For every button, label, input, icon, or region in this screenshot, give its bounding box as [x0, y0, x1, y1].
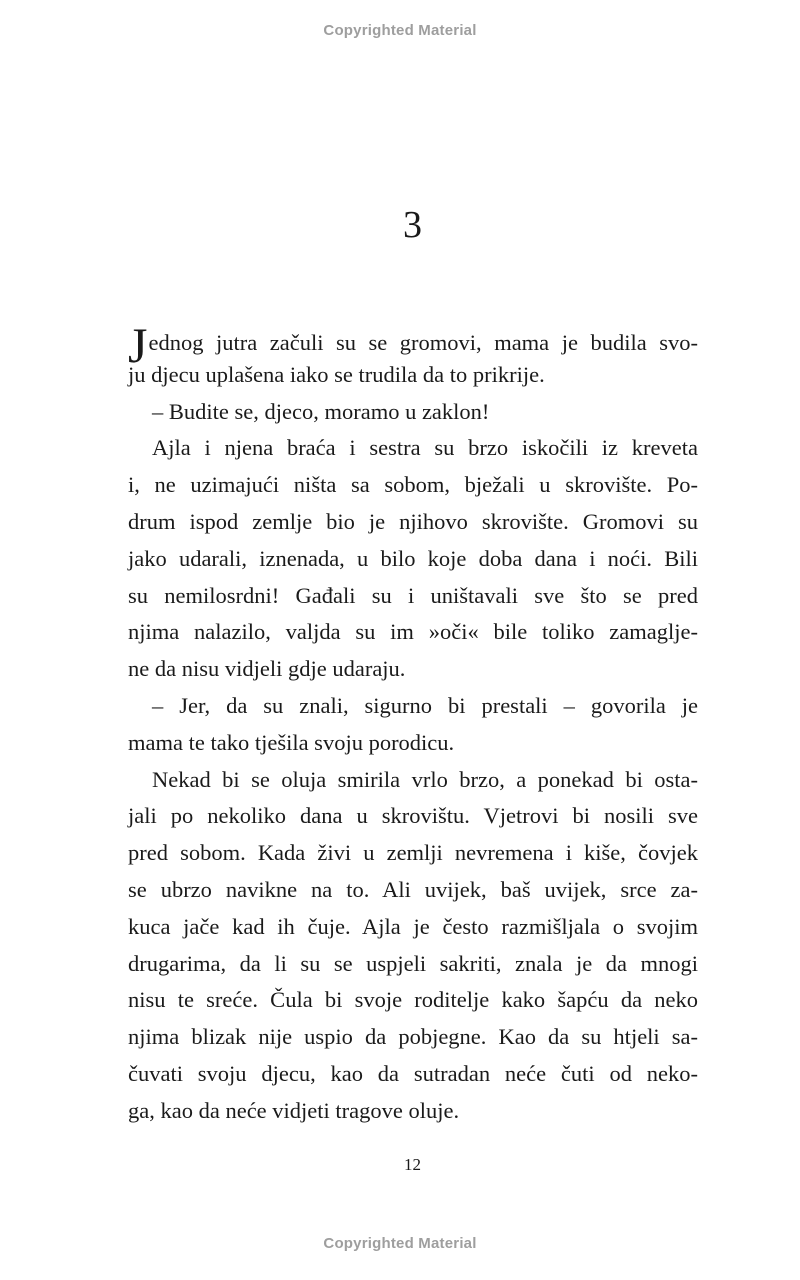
text-line: – Jer, da su znali, sigurno bi prestali – govorila je	[152, 692, 698, 718]
text-line: ju djecu uplašena iako se trudila da to prikrije.	[128, 361, 545, 387]
text-line: Nekad bi se oluja smirila vrlo brzo, a ponekad bi osta-	[152, 766, 698, 792]
text-line: nisu te sreće. Čula bi svoje roditelje kako šapću da neko	[128, 987, 698, 1013]
drop-cap: J	[128, 317, 148, 373]
text-line: pred sobom. Kada živi u zemlji nevremena i kiše, čovjek	[128, 840, 698, 866]
text-line: njima blizak nije uspio da pobjegne. Kao da su htjeli sa-	[128, 1024, 698, 1050]
text-line: mama te tako tješila svoju porodicu.	[128, 729, 455, 755]
page-number: 12	[404, 1155, 421, 1174]
text-line: Ajla i njena braća i sestra su brzo iskočili iz kreveta	[152, 435, 698, 461]
text-line	[128, 317, 698, 373]
text-line: i, ne uzimajući ništa sa sobom, bježali u skrovište. Po-	[128, 472, 698, 498]
chapter-number: 3	[403, 204, 422, 246]
text-line: njima nalazilo, valjda su im »oči« bile toliko zamaglje-	[128, 619, 698, 645]
copyright-watermark-top: Copyrighted Material	[323, 22, 477, 39]
text-line: ga, kao da neće vidjeti tragove oluje.	[128, 1097, 460, 1123]
text-line: čuvati svoju djecu, kao da sutradan neće čuti od neko-	[128, 1060, 698, 1086]
text-line: drugarima, da li su se uspjeli sakriti, znala je da mnogi	[128, 950, 698, 976]
chapter-body	[128, 317, 698, 1130]
text-line: jako udarali, iznenada, u bilo koje doba dana i noći. Bili	[128, 545, 698, 571]
text-line-content: ednog jutra začuli su se gromovi, mama je budila svo-	[148, 330, 698, 355]
text-line: ne da nisu vidjeli gdje udaraju.	[128, 656, 406, 682]
text-line: su nemilosrdni! Gađali su i uništavali sve što se pred	[128, 582, 698, 608]
text-line: – Budite se, djeco, moramo u zaklon!	[152, 398, 490, 424]
copyright-watermark-bottom: Copyrighted Material	[323, 1235, 477, 1252]
text-line: se ubrzo navikne na to. Ali uvijek, baš uvijek, srce za-	[128, 876, 698, 902]
text-line: drum ispod zemlje bio je njihovo skrovište. Gromovi su	[128, 508, 698, 534]
text-line: kuca jače kad ih čuje. Ajla je često razmišljala o svojim	[128, 913, 698, 939]
text-line: jali po nekoliko dana u skrovištu. Vjetrovi bi nosili sve	[128, 803, 698, 829]
